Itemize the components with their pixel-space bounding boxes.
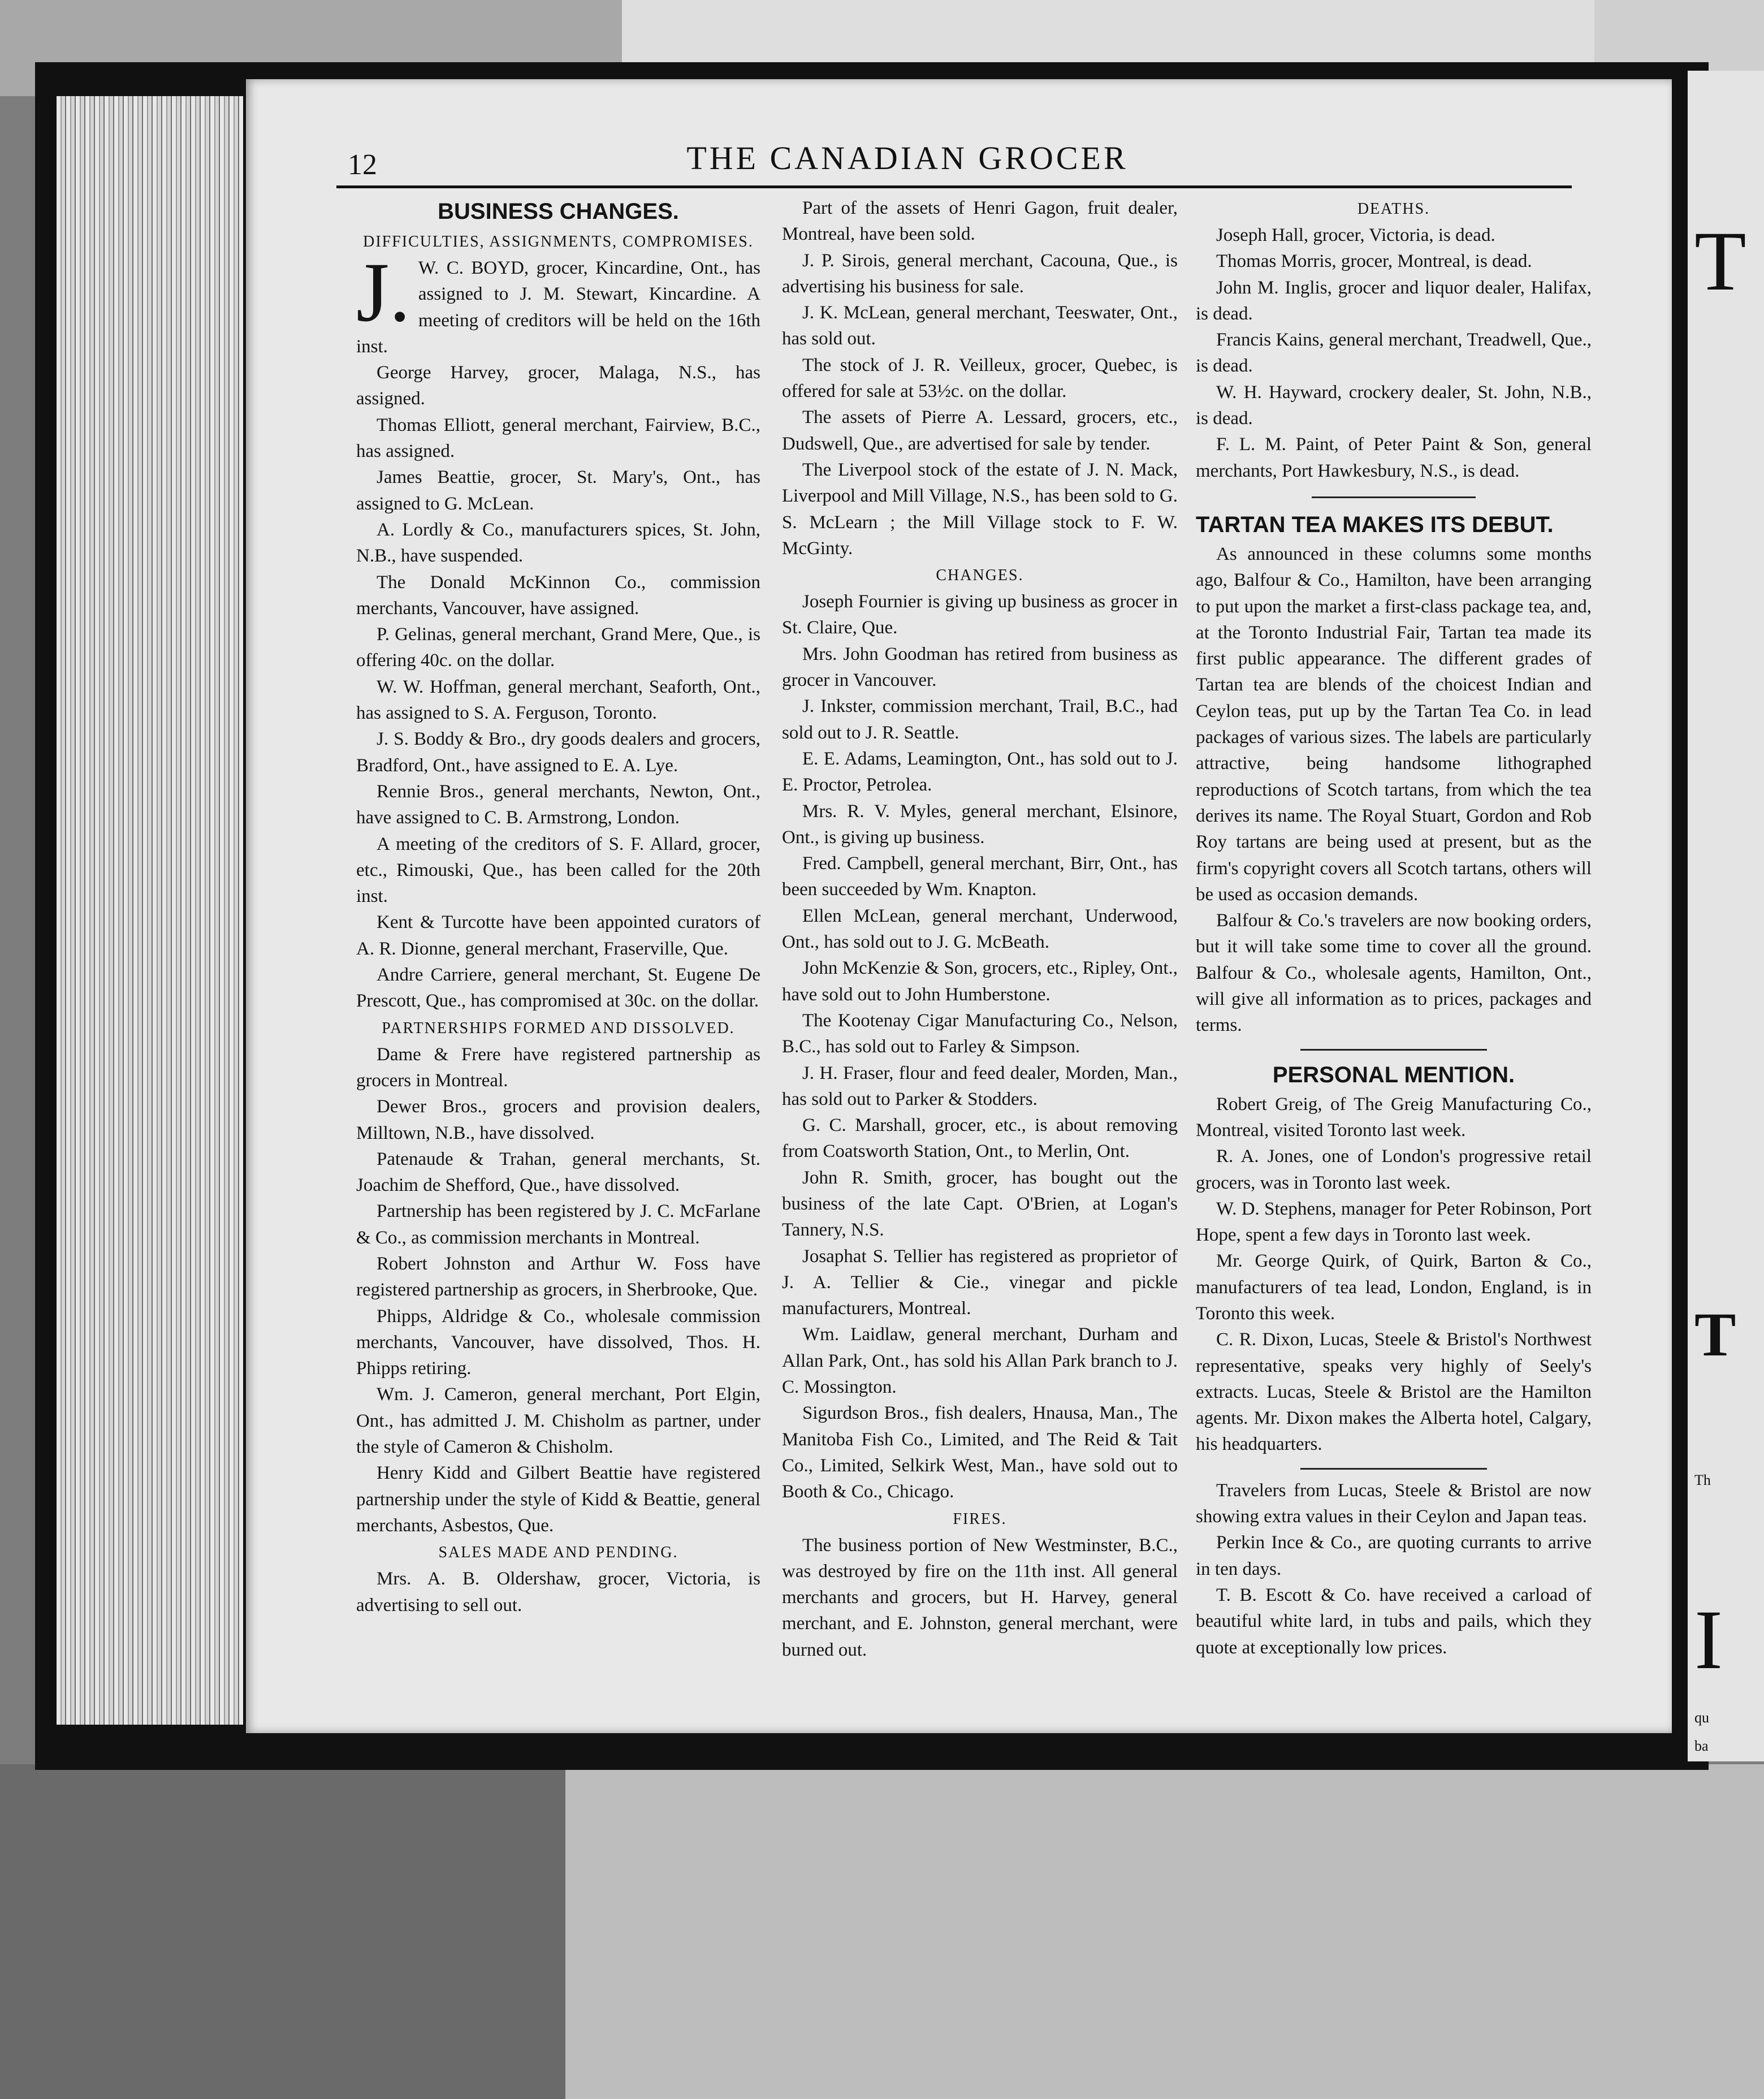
section-subhead: SALES MADE AND PENDING. [438, 1544, 678, 1562]
article-paragraph: R. A. Jones, one of London's progressive retail grocers, was in Toronto last week. [1196, 1146, 1592, 1193]
section-subhead: CHANGES. [936, 567, 1024, 585]
drop-cap: J. [356, 245, 410, 339]
article-paragraph: J. S. Boddy & Bro., dry goods dealers and grocers, Bradford, Ont., have assigned to E. A. Lye. [356, 729, 760, 776]
section-subhead: FIRES. [953, 1510, 1007, 1528]
article-paragraph: C. R. Dixon, Lucas, Steele & Bristol's Northwest representative, speaks very highly of Seely's extracts. Lucas, Steele & Bristol are the Hamilton agents. Mr. Dixon makes the Alberta hotel, Calgary, his headquarters. [1196, 1329, 1592, 1455]
article-paragraph: Mrs. R. V. Myles, general merchant, Elsinore, Ont., is giving up business. [782, 801, 1178, 848]
article-paragraph: A. Lordly & Co., manufacturers spices, St. John, N.B., have suspended. [356, 519, 760, 567]
article-paragraph: Sigurdson Bros., fish dealers, Hnausa, Man., The Manitoba Fish Co., Limited, and The Reid & Tait Co., Limited, Selkirk West, Man., have sold out to Booth & Co., Chicago. [782, 1403, 1178, 1502]
article-paragraph: Joseph Fournier is giving up business as grocer in St. Claire, Que. [782, 591, 1178, 638]
article-paragraph: Andre Carriere, general merchant, St. Eugene De Prescott, Que., has compromised at 30c. on the dollar. [356, 965, 760, 1012]
section-divider [1300, 1468, 1487, 1470]
fragment: qu [1694, 1709, 1709, 1726]
article-paragraph: The Kootenay Cigar Manufacturing Co., Nelson, B.C., has sold out to Farley & Simpson. [782, 1010, 1178, 1057]
article-paragraph: Thomas Morris, grocer, Montreal, is dead. [1216, 251, 1532, 272]
article-paragraph: G. C. Marshall, grocer, etc., is about removing from Coatsworth Station, Ont., to Merlin, Ont. [782, 1115, 1178, 1162]
column-1 [356, 195, 760, 1618]
article-paragraph: Patenaude & Trahan, general merchants, St. Joachim de Shefford, Que., have dissolved. [356, 1148, 760, 1196]
section-subhead: DEATHS. [1357, 200, 1430, 218]
personal-mention-headline: PERSONAL MENTION. [1272, 1062, 1515, 1087]
article-paragraph: Fred. Campbell, general merchant, Birr, Ont., has been succeeded by Wm. Knapton. [782, 853, 1178, 900]
tartan-tea-headline: TARTAN TEA MAKES ITS DEBUT. [1196, 512, 1554, 537]
article-paragraph: The Donald McKinnon Co., commission merchants, Vancouver, have assigned. [356, 572, 760, 619]
article-paragraph: W. D. Stephens, manager for Peter Robinson, Port Hope, spent a few days in Toronto last week. [1196, 1198, 1592, 1246]
adjacent-page-fragment [1688, 71, 1764, 1761]
article-paragraph: As announced in these columns some months ago, Balfour & Co., Hamilton, have been arranging to put upon the market a first-class package tea, and, at the Toronto Industrial Fair, Tartan tea made its first public appearance. The different grades of Tartan tea are blends of the choicest Indian and Ceylon teas, put up by the Tartan Tea Co. in lead packages of various sizes. The labels are particularly attractive, being handsome lithographed reproductions of Scotch tartans, from which the tea derives its name. The Royal Stuart, Gordon and Rob Roy tartans are being used at present, but as the firm's copyright covers all Scotch tartans, others will be used as occasion demands. [1196, 543, 1592, 905]
article-paragraph: Wm. J. Cameron, general merchant, Port Elgin, Ont., has admitted J. M. Chisholm as partner, under the style of Cameron & Chisholm. [356, 1384, 760, 1458]
article-paragraph: The business portion of New Westminster, B.C., was destroyed by fire on the 11th inst. All general merchants and grocers, but H. Harvey, general merchant, and E. Johnston, general merchant, were burned out. [782, 1535, 1178, 1660]
business-changes-headline: BUSINESS CHANGES. [438, 199, 679, 224]
article-paragraph: Mr. George Quirk, of Quirk, Barton & Co., manufacturers of tea lead, London, England, is in Toronto this week. [1196, 1251, 1592, 1324]
article-paragraph: Perkin Ince & Co., are quoting currants to arrive in ten days. [1196, 1532, 1592, 1579]
fragment: T [1694, 1300, 1736, 1369]
article-paragraph: Joseph Hall, grocer, Victoria, is dead. [1216, 225, 1495, 245]
header-rule [336, 185, 1572, 188]
article-paragraph: Dewer Bros., grocers and provision dealers, Milltown, N.B., have dissolved. [356, 1096, 760, 1143]
article-paragraph: F. L. M. Paint, of Peter Paint & Son, general merchants, Port Hawkesbury, N.S., is dead. [1196, 434, 1592, 481]
article-paragraph: Dame & Frere have registered partnership as grocers in Montreal. [356, 1044, 760, 1091]
article-paragraph: George Harvey, grocer, Malaga, N.S., has assigned. [356, 362, 760, 409]
article-paragraph: Balfour & Co.'s travelers are now booking orders, but it will take some time to cover all the ground. Balfour & Co., wholesale agents, Hamilton, Ont., will give all information as to prices, packages and terms. [1196, 910, 1592, 1036]
article-paragraph: Partnership has been registered by J. C. McFarlane & Co., as commission merchants in Montreal. [356, 1201, 760, 1248]
article-paragraph: Phipps, Aldridge & Co., wholesale commission merchants, Vancouver, have dissolved, Thos. H. Phipps retiring. [356, 1306, 760, 1379]
article-paragraph: E. E. Adams, Leamington, Ont., has sold out to J. E. Proctor, Petrolea. [782, 748, 1178, 796]
article-paragraph: W. W. Hoffman, general merchant, Seaforth, Ont., has assigned to S. A. Ferguson, Toronto. [356, 676, 760, 724]
article-paragraph: Ellen McLean, general merchant, Underwood, Ont., has sold out to J. G. McBeath. [782, 905, 1178, 953]
article-paragraph: Josaphat S. Tellier has registered as proprietor of J. A. Tellier & Cie., vinegar and pickle manufacturers, Montreal. [782, 1246, 1178, 1319]
article-paragraph: Travelers from Lucas, Steele & Bristol are now showing extra values in their Ceylon and Japan teas. [1196, 1480, 1592, 1527]
article-paragraph: Robert Johnston and Arthur W. Foss have registered partnership as grocers, in Sherbrooke, Que. [356, 1253, 760, 1301]
article-paragraph: J. Inkster, commission merchant, Trail, B.C., had sold out to J. R. Seattle. [782, 696, 1178, 743]
article-paragraph: Francis Kains, general merchant, Treadwell, Que., is dead. [1196, 330, 1592, 377]
article-paragraph: John M. Inglis, grocer and liquor dealer, Halifax, is dead. [1196, 277, 1592, 324]
section-divider [1300, 1049, 1487, 1051]
fragment: Th [1694, 1472, 1711, 1488]
newspaper-page [246, 79, 1672, 1733]
article-paragraph: J. H. Fraser, flour and feed dealer, Morden, Man., has sold out to Parker & Stodders. [782, 1063, 1178, 1109]
article-paragraph: Rennie Bros., general merchants, Newton, Ont., have assigned to C. B. Armstrong, London. [356, 781, 760, 828]
article-paragraph: J. P. Sirois, general merchant, Cacouna, Que., is advertising his business for sale. [782, 250, 1178, 297]
article-paragraph: T. B. Escott & Co. have received a carload of beautiful white lard, in tubs and pails, which they quote at exceptionally low prices. [1196, 1584, 1592, 1658]
page-number: 12 [348, 149, 377, 181]
article-paragraph: P. Gelinas, general merchant, Grand Mere, Que., is offering 40c. on the dollar. [356, 624, 760, 671]
article-paragraph: W. C. BOYD, grocer, Kincardine, Ont., has assigned to J. M. Stewart, Kincardine. A meeting of creditors will be held on the 16th inst. [356, 258, 760, 357]
article-paragraph: James Beattie, grocer, St. Mary's, Ont., has assigned to G. McLean. [356, 467, 760, 514]
page-stack-edge [57, 96, 243, 1725]
lead-paragraph [356, 245, 760, 360]
fragment: I [1694, 1593, 1723, 1687]
fragment: T [1694, 214, 1746, 308]
article-paragraph: Part of the assets of Henri Gagon, fruit dealer, Montreal, have been sold. [782, 198, 1178, 245]
article-paragraph: The stock of J. R. Veilleux, grocer, Quebec, is offered for sale at 53½c. on the dollar. [782, 355, 1178, 402]
article-paragraph: Mrs. John Goodman has retired from business as grocer in Vancouver. [782, 643, 1178, 691]
article-paragraph: John R. Smith, grocer, has bought out the business of the late Capt. O'Brien, at Logan's Tannery, N.S. [782, 1167, 1178, 1241]
article-paragraph: W. H. Hayward, crockery dealer, St. John, N.B., is dead. [1196, 382, 1592, 429]
section-divider [1312, 496, 1476, 498]
article-paragraph: Thomas Elliott, general merchant, Fairview, B.C., has assigned. [356, 414, 760, 462]
scan-shadow-bottom [0, 1764, 565, 2099]
article-paragraph: John McKenzie & Son, grocers, etc., Ripley, Ont., have sold out to John Humberstone. [782, 958, 1178, 1005]
column-2 [782, 195, 1178, 1663]
article-paragraph: Kent & Turcotte have been appointed curators of A. R. Dionne, general merchant, Fraserville, Que. [356, 912, 760, 959]
article-paragraph: Henry Kidd and Gilbert Beattie have registered partnership under the style of Kidd & Beattie, general merchants, Asbestos, Que. [356, 1463, 760, 1536]
article-paragraph: A meeting of the creditors of S. F. Allard, grocer, etc., Rimouski, Que., has been called for the 20th inst. [356, 833, 760, 907]
section-subhead: PARTNERSHIPS FORMED AND DISSOLVED. [382, 1019, 735, 1037]
masthead: THE CANADIAN GROCER [686, 140, 1129, 176]
article-paragraph: Mrs. A. B. Oldershaw, grocer, Victoria, is advertising to sell out. [356, 1569, 760, 1616]
article-paragraph: Wm. Laidlaw, general merchant, Durham and Allan Park, Ont., has sold his Allan Park branch to J. C. Mossington. [782, 1324, 1178, 1398]
section-subhead: DIFFICULTIES, ASSIGNMENTS, COMPROMISES. [363, 233, 754, 251]
article-paragraph: J. K. McLean, general merchant, Teeswater, Ont., has sold out. [782, 303, 1178, 349]
column-3 [1196, 195, 1592, 1661]
article-paragraph: The Liverpool stock of the estate of J. N. Mack, Liverpool and Mill Village, N.S., has been sold to G. S. McLearn ; the Mill Village stock to F. W. McGinty. [782, 459, 1178, 559]
article-paragraph: The assets of Pierre A. Lessard, grocers, etc., Dudswell, Que., are advertised for sale by tender. [782, 407, 1178, 454]
fragment: ba [1694, 1738, 1709, 1754]
article-paragraph: Robert Greig, of The Greig Manufacturing Co., Montreal, visited Toronto last week. [1196, 1094, 1592, 1141]
